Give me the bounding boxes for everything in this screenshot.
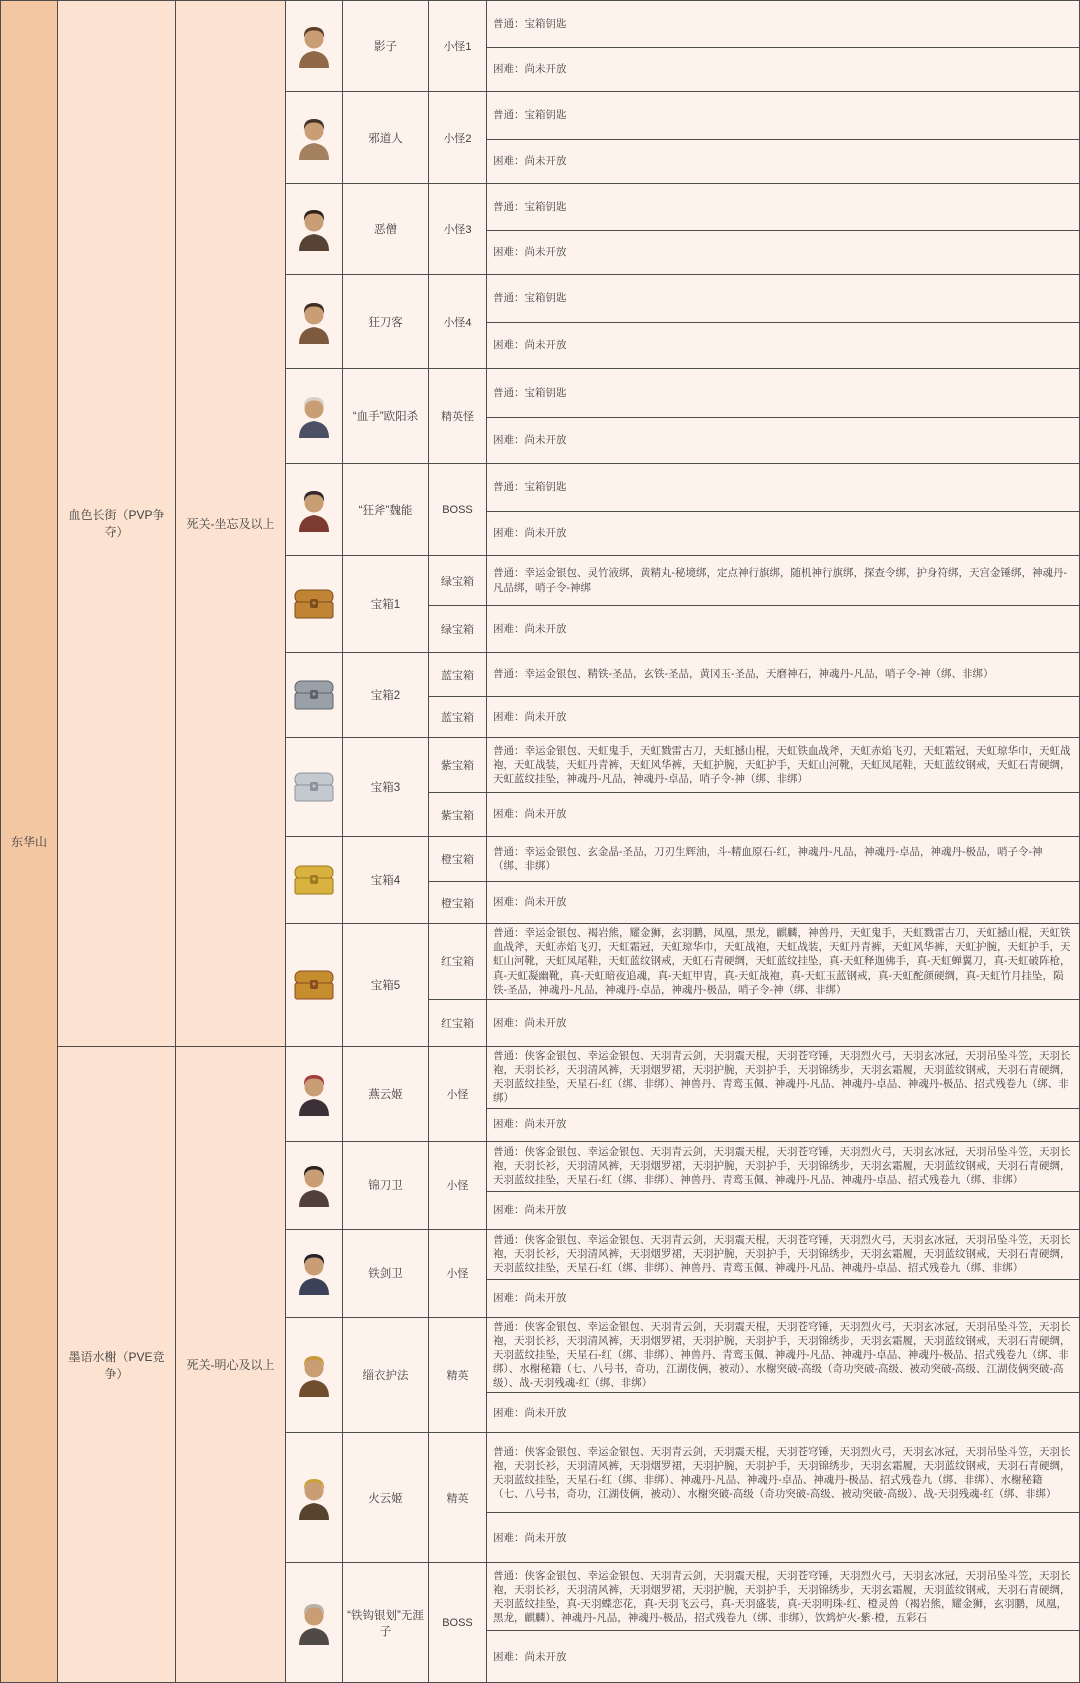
entity-type-cell: BOSS bbox=[429, 1563, 487, 1683]
chest-grade-hard-cell: 蓝宝箱 bbox=[429, 697, 487, 738]
character-portrait bbox=[294, 1352, 334, 1398]
entity-name-cell: 宝箱1 bbox=[343, 556, 429, 653]
character-portrait bbox=[294, 487, 334, 533]
entity-type-cell: 精英 bbox=[429, 1317, 487, 1433]
drop-hard-cell: 困难：尚未开放 bbox=[487, 793, 1080, 837]
entity-type-cell: 小怪 bbox=[429, 1046, 487, 1141]
portrait-cell bbox=[286, 556, 343, 653]
entity-name-cell: 恶僧 bbox=[343, 184, 429, 275]
drop-hard-cell: 困难：尚未开放 bbox=[487, 1393, 1080, 1433]
chest-grade-normal-cell: 橙宝箱 bbox=[429, 837, 487, 882]
drop-hard-cell: 困难：尚未开放 bbox=[487, 1191, 1080, 1229]
drop-hard-cell: 困难：尚未开放 bbox=[487, 323, 1080, 369]
character-portrait bbox=[294, 1071, 334, 1117]
entity-type-cell: 小怪 bbox=[429, 1141, 487, 1229]
character-portrait bbox=[294, 1475, 334, 1521]
drop-normal-cell: 普通：宝箱钥匙 bbox=[487, 1, 1080, 48]
portrait-cell bbox=[286, 924, 343, 1047]
portrait-cell bbox=[286, 1, 343, 92]
street-cell: 墨语水榭（PVE竞争） bbox=[58, 1046, 176, 1683]
drop-hard-cell: 困难：尚未开放 bbox=[487, 999, 1080, 1046]
drop-hard-cell: 困难：尚未开放 bbox=[487, 882, 1080, 924]
street-cell: 血色长街（PVP争夺） bbox=[58, 1, 176, 1047]
entity-name-cell: 铁剑卫 bbox=[343, 1229, 429, 1317]
entity-type-cell: 小怪2 bbox=[429, 92, 487, 184]
drop-hard-cell: 困难：尚未开放 bbox=[487, 1631, 1080, 1683]
chest-grade-hard-cell: 绿宝箱 bbox=[429, 606, 487, 653]
requirement-cell: 死关-明心及以上 bbox=[176, 1046, 286, 1683]
treasure-chest-icon bbox=[293, 678, 335, 712]
drop-normal-cell: 普通：侠客金银包、幸运金银包、天羽青云剑，天羽震天棍，天羽苍穹锤，天羽烈火弓，天羽玄冰冠，天羽吊坠斗笠，天羽长袍，天羽长衫，天羽清风裤，天羽烟罗裙，天羽护腕，天羽护手，天羽锦绣步，天羽玄霜履，天羽蓝纹钢戒，天羽石青硬绸，天羽蓝纹挂坠，天星石-红（绑、非绑）、神兽丹、青鸾玉佩、神魂丹-凡品、神魂丹-卓品、招式残卷九（绑、非绑） bbox=[487, 1141, 1080, 1191]
entity-name-cell: 影子 bbox=[343, 1, 429, 92]
entity-name-cell: 邪道人 bbox=[343, 92, 429, 184]
portrait-cell bbox=[286, 738, 343, 837]
portrait-cell bbox=[286, 464, 343, 556]
entity-name-cell: “血手”欧阳杀 bbox=[343, 369, 429, 464]
drop-table-body bbox=[1, 1, 1080, 1683]
drop-normal-cell: 普通：幸运金银包、玄金晶-圣品，刀刃生辉油，斗-精血原石-红，神魂丹-凡品，神魂丹-卓品，神魂丹-极品，哨子令-神（绑、非绑） bbox=[487, 837, 1080, 882]
entity-type-cell: 小怪1 bbox=[429, 1, 487, 92]
drop-hard-cell: 困难：尚未开放 bbox=[487, 48, 1080, 92]
drop-normal-cell: 普通：侠客金银包、幸运金银包、天羽青云剑，天羽震天棍，天羽苍穹锤，天羽烈火弓，天羽玄冰冠，天羽吊坠斗笠，天羽长袍，天羽长衫，天羽清风裤，天羽烟罗裙，天羽护腕，天羽护手，天羽锦绣步，天羽玄霜履，天羽蓝纹钢戒，天羽石青硬绸，天羽蓝纹挂坠，真-天羽蝶恋花，真-天羽飞云弓，真-天羽盛装，真-天羽明珠-红、橙灵兽（褐岩熊，耀金狮，玄羽鹏，凤凰，黑龙，麒麟）、神魂丹-凡品，神魂丹-极品，招式残卷九（绑、非绑），饮鸩炉火-紫·橙，五彩石 bbox=[487, 1563, 1080, 1631]
entity-name-cell: 宝箱2 bbox=[343, 653, 429, 738]
portrait-cell bbox=[286, 1141, 343, 1229]
entity-name-cell: 宝箱5 bbox=[343, 924, 429, 1047]
drop-normal-cell: 普通：侠客金银包、幸运金银包、天羽青云剑，天羽震天棍，天羽苍穹锤，天羽烈火弓，天羽玄冰冠，天羽吊坠斗笠，天羽长袍，天羽长衫，天羽清风裤，天羽烟罗裙，天羽护腕，天羽护手，天羽锦绣步，天羽玄霜履，天羽蓝纹钢戒，天羽石青硬绸，天羽蓝纹挂坠，天星石-红（绑、非绑）、神兽丹、青鸾玉佩、神魂丹-凡品、神魂丹-卓品、招式残卷九（绑、非绑） bbox=[487, 1229, 1080, 1279]
drop-hard-cell: 困难：尚未开放 bbox=[487, 512, 1080, 556]
entity-type-cell: 精英 bbox=[429, 1433, 487, 1563]
character-portrait bbox=[294, 1250, 334, 1296]
drop-normal-cell: 普通：侠客金银包、幸运金银包、天羽青云剑，天羽震天棍，天羽苍穹锤，天羽烈火弓，天羽玄冰冠，天羽吊坠斗笠，天羽长袍，天羽长衫，天羽清风裤，天羽烟罗裙，天羽护腕，天羽护手，天羽锦绣步，天羽玄霜履，天羽蓝纹钢戒，天羽石青硬绸，天羽蓝纹挂坠，天星石-红（绑、非绑）、神兽丹、青鸾玉佩、神魂丹-凡品、神魂丹-卓品、神魂丹-极品、招式残卷九（绑、非绑）、水榭秘籍（七、八号书，奇功，江湖伎俩，被动）、水榭突破-高级（奇功突破-高级、被动突破-高级、江湖伎俩突破-高级）、战-天羽残魂-红（绑、非绑） bbox=[487, 1317, 1080, 1393]
location-cell: 东华山 bbox=[1, 1, 58, 1683]
chest-grade-normal-cell: 蓝宝箱 bbox=[429, 653, 487, 697]
drop-normal-cell: 普通：宝箱钥匙 bbox=[487, 92, 1080, 140]
drop-hard-cell: 困难：尚未开放 bbox=[487, 1279, 1080, 1317]
requirement-cell: 死关-坐忘及以上 bbox=[176, 1, 286, 1047]
entity-name-cell: 宝箱3 bbox=[343, 738, 429, 837]
character-portrait bbox=[294, 206, 334, 252]
portrait-cell bbox=[286, 1317, 343, 1433]
entity-name-cell: 火云姬 bbox=[343, 1433, 429, 1563]
entity-name-cell: 锦刀卫 bbox=[343, 1141, 429, 1229]
chest-grade-normal-cell: 红宝箱 bbox=[429, 924, 487, 1000]
entity-name-cell: 宝箱4 bbox=[343, 837, 429, 924]
portrait-cell bbox=[286, 1229, 343, 1317]
drop-hard-cell: 困难：尚未开放 bbox=[487, 697, 1080, 738]
entity-name-cell: 狂刀客 bbox=[343, 275, 429, 369]
entity-name-cell: 燕云姬 bbox=[343, 1046, 429, 1141]
drop-hard-cell: 困难：尚未开放 bbox=[487, 1513, 1080, 1563]
entity-type-cell: 精英怪 bbox=[429, 369, 487, 464]
drop-normal-cell: 普通：幸运金银包、精铁-圣品，玄铁-圣品，黄冈玉-圣品，天磨神石，神魂丹-凡品，哨子令-神（绑、非绑） bbox=[487, 653, 1080, 697]
drop-normal-cell: 普通：宝箱钥匙 bbox=[487, 275, 1080, 323]
character-portrait bbox=[294, 299, 334, 345]
portrait-cell bbox=[286, 184, 343, 275]
portrait-cell bbox=[286, 369, 343, 464]
drop-normal-cell: 普通：侠客金银包、幸运金银包、天羽青云剑，天羽震天棍，天羽苍穹锤，天羽烈火弓，天羽玄冰冠，天羽吊坠斗笠，天羽长袍，天羽长衫，天羽清风裤，天羽烟罗裙，天羽护腕，天羽护手，天羽锦绣步，天羽玄霜履，天羽蓝纹钢戒，天羽石青硬绸，天羽蓝纹挂坠，天星石-红（绑、非绑）、神魂丹-凡品、神魂丹-卓品、神魂丹-极品、招式残卷九（绑、非绑）、水榭秘籍（七、八号书，奇功，江湖伎俩，被动）、水榭突破-高级（奇功突破-高级、被动突破-高级）、战-天羽残魂-红（绑、非绑） bbox=[487, 1433, 1080, 1513]
portrait-cell bbox=[286, 92, 343, 184]
chest-grade-hard-cell: 橙宝箱 bbox=[429, 882, 487, 924]
character-portrait bbox=[294, 23, 334, 69]
chest-grade-hard-cell: 紫宝箱 bbox=[429, 793, 487, 837]
treasure-chest-icon bbox=[293, 770, 335, 804]
portrait-cell bbox=[286, 653, 343, 738]
entity-type-cell: 小怪3 bbox=[429, 184, 487, 275]
drop-normal-cell: 普通：幸运金银包、天虹鬼手，天虹戮雷古刀，天虹撼山棍，天虹铁血战斧，天虹赤焰飞刃，天虹霜冠，天虹琼华巾，天虹战袍，天虹战装，天虹丹青裤，天虹风华裤，天虹护腕，天虹护手，天虹山河靴，天虹凤尾鞋，天虹蓝纹钢戒，天虹石青硬绸，天虹蓝纹挂坠，神魂丹-凡品，神魂丹-卓品，哨子令-神（绑、非绑） bbox=[487, 738, 1080, 793]
entity-name-cell: “铁钩银划”无涯子 bbox=[343, 1563, 429, 1683]
drop-normal-cell: 普通：宝箱钥匙 bbox=[487, 369, 1080, 418]
entity-type-cell: 小怪 bbox=[429, 1229, 487, 1317]
entity-type-cell: 小怪4 bbox=[429, 275, 487, 369]
chest-grade-normal-cell: 绿宝箱 bbox=[429, 556, 487, 606]
character-portrait bbox=[294, 1162, 334, 1208]
entity-type-cell: BOSS bbox=[429, 464, 487, 556]
drop-normal-cell: 普通：宝箱钥匙 bbox=[487, 464, 1080, 512]
entity-name-cell: 缁衣护法 bbox=[343, 1317, 429, 1433]
portrait-cell bbox=[286, 1046, 343, 1141]
treasure-chest-icon bbox=[293, 863, 335, 897]
drop-hard-cell: 困难：尚未开放 bbox=[487, 1108, 1080, 1141]
drop-normal-cell: 普通：宝箱钥匙 bbox=[487, 184, 1080, 231]
portrait-cell bbox=[286, 1563, 343, 1683]
drop-hard-cell: 困难：尚未开放 bbox=[487, 606, 1080, 653]
character-portrait bbox=[294, 115, 334, 161]
drop-hard-cell: 困难：尚未开放 bbox=[487, 140, 1080, 184]
portrait-cell bbox=[286, 1433, 343, 1563]
drop-hard-cell: 困难：尚未开放 bbox=[487, 231, 1080, 275]
drop-normal-cell: 普通：幸运金银包、灵竹液绑，黄精丸-秘境绑，定点神行旗绑，随机神行旗绑，探查令绑，护身符绑，天宫金锤绑，神魂丹-凡品绑，哨子令-神绑 bbox=[487, 556, 1080, 606]
character-portrait bbox=[294, 393, 334, 439]
chest-grade-hard-cell: 红宝箱 bbox=[429, 999, 487, 1046]
chest-grade-normal-cell: 紫宝箱 bbox=[429, 738, 487, 793]
drop-normal-cell: 普通：幸运金银包、褐岩熊，耀金狮，玄羽鹏，凤凰，黑龙，麒麟，神兽丹，天虹鬼手，天虹戮雷古刀，天虹撼山棍，天虹铁血战斧，天虹赤焰飞刃，天虹霜冠，天虹琼华巾，天虹战袍，天虹战装，天虹丹青裤，天虹风华裤，天虹护腕，天虹护手，天虹山河靴，天虹凤尾鞋，天虹蓝纹钢戒，天虹石青硬绸，天虹蓝纹挂坠，真-天虹释迦佛手，真-天虹蝉翼刀，真-天虹破阵枪，真-天虹凝幽靴，真-天虹暗夜追魂，真-天虹甲胄，真-天虹战袍，真-天虹玉蓝钢戒，真-天虹酡颜硬绸，真-天虹竹月挂坠，陨铁-圣品，神魂丹-凡品，神魂丹-卓品，神魂丹-极品，哨子令-神（绑、非绑） bbox=[487, 924, 1080, 1000]
entity-name-cell: “狂斧”魏能 bbox=[343, 464, 429, 556]
drop-normal-cell: 普通：侠客金银包、幸运金银包、天羽青云剑，天羽震天棍，天羽苍穹锤，天羽烈火弓，天羽玄冰冠，天羽吊坠斗笠，天羽长袍，天羽长衫，天羽清风裤，天羽烟罗裙，天羽护腕，天羽护手，天羽锦绣步，天羽玄霜履，天羽蓝纹钢戒，天羽石青硬绸，天羽蓝纹挂坠，天星石-红（绑、非绑）、神兽丹、青鸾玉佩、神魂丹-凡品、神魂丹-卓品、神魂丹-极品、招式残卷九（绑、非绑） bbox=[487, 1046, 1080, 1108]
treasure-chest-icon bbox=[293, 968, 335, 1002]
treasure-chest-icon bbox=[293, 587, 335, 621]
portrait-cell bbox=[286, 275, 343, 369]
character-portrait bbox=[294, 1600, 334, 1646]
drop-hard-cell: 困难：尚未开放 bbox=[487, 418, 1080, 464]
portrait-cell bbox=[286, 837, 343, 924]
